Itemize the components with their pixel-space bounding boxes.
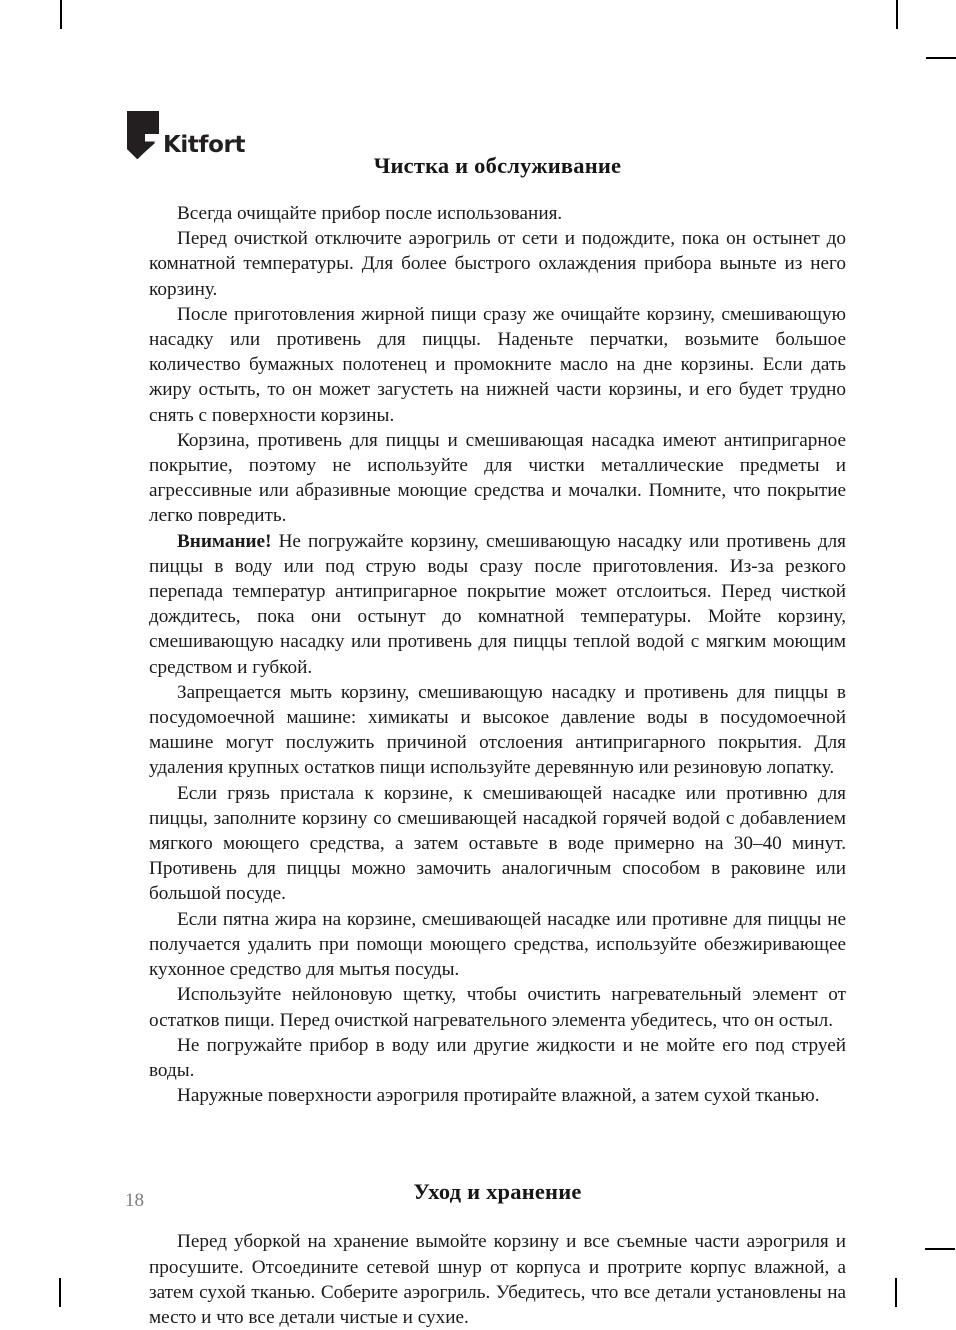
paragraph: После приготовления жирной пищи сразу же очищайте корзину, смешивающую насадку или противень для пиццы. Наденьте перчатки, возьмите большое количество бумажных полотенец и промокните масло на дне корзины. Если дать жиру остыть, то он может загустеть на нижней части корзины, и его будет трудно снять с поверхности корзины.: [149, 303, 846, 426]
warning-lead-label: Внимание!: [177, 530, 272, 552]
paragraph: Если грязь пристала к корзине, к смешивающей насадке или противню для пиццы, заполните корзину со смешивающей насадкой горячей водой с добавлением мягкого моющего средства, а затем оставьте в воде примерно на 30–40 минут. Противень для пиццы можно замочить аналогичным способом в раковине или большой посуде.: [149, 782, 846, 905]
text-column: [149, 152, 846, 1330]
paragraph-warning: [149, 529, 846, 680]
paragraph: Используйте нейлоновую щетку, чтобы очистить нагревательный элемент от остатков пищи. Перед очисткой нагревательного элемента убедитесь, что он остыл.: [149, 984, 846, 1031]
paragraph: Перед очисткой отключите аэрогриль от сети и подождите, пока он остынет до комнатной температуры. Для более быстрого охлаждения прибора выньте из него корзину.: [149, 228, 846, 300]
page-number: 18: [125, 1190, 144, 1211]
paragraph: Не погружайте прибор в воду или другие жидкости и не мойте его под струей воды.: [149, 1034, 846, 1081]
paragraph: Корзина, противень для пиццы и смешивающая насадка имеют антипригарное покрытие, поэтому не используйте для чистки металлические предметы и агрессивные или абразивные моющие средства и мочалки. Помните, что покрытие легко повредить.: [149, 429, 846, 527]
paragraph: Запрещается мыть корзину, смешивающую насадку и противень для пиццы в посудомоечной машине: химикаты и высокое давление воды в посудомоечной машине могут послужить причиной отслоения антипригарного покрытия. Для удаления крупных остатков пищи используйте деревянную или резиновую лопатку.: [149, 681, 846, 779]
paragraph: Если пятна жира на корзине, смешивающей насадке или противне для пиццы не получается удалить при помощи моющего средства, используйте обезжиривающее кухонное средство для мытья посуды.: [149, 908, 846, 981]
paragraph: Перед уборкой на хранение вымойте корзину и все съемные части аэрогриля и просушите. Отсоедините сетевой шнур от корпуса и протрите корпус влажной, а затем сухой тканью. Соберите аэрогриль. Убедитесь, что все детали установлены на место и что все детали чистые и сухие.: [149, 1231, 846, 1328]
paragraph: Наружные поверхности аэрогриля протирайте влажной, а затем сухой тканью.: [177, 1085, 820, 1107]
warning-body: Не погружайте корзину, смешивающую насадку или противень для пиццы в воду или под струю воды сразу после приготовления. Из-за резкого перепада температур антипригарное покрытие может отслоиться. Перед чисткой дождитесь, пока они остынут до комнатной температуры. Мойте корзину, смешивающую насадку или противень для пиццы теплой водой с мягким моющим средством и губкой.: [149, 530, 846, 678]
section-title-care-storage: Уход и хранение: [413, 1179, 582, 1205]
section-title-cleaning: Чистка и обслуживание: [373, 153, 622, 178]
brand-name: Kitfort: [163, 132, 246, 158]
paragraph: Всегда очищайте прибор после использования.: [177, 203, 563, 224]
